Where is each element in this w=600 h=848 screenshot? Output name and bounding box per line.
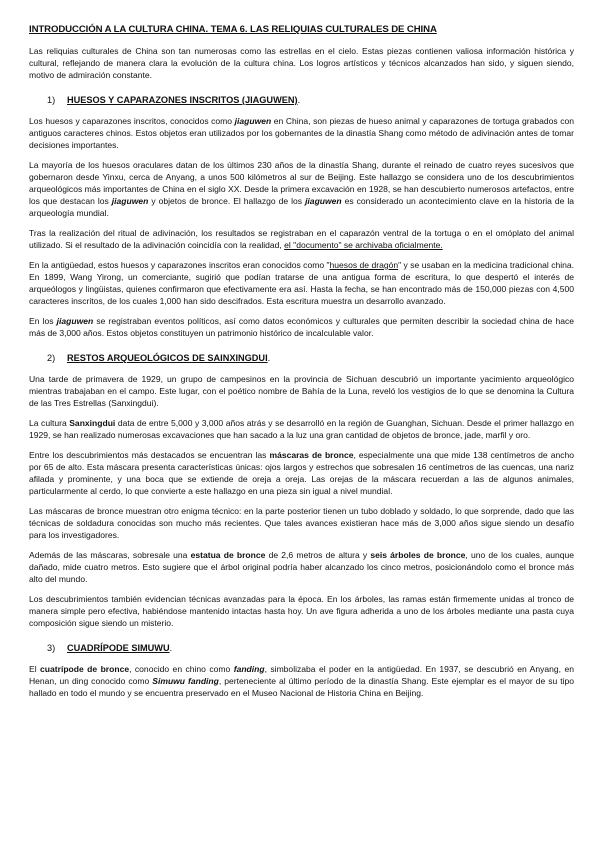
bold-term: cuatrípode de bronce — [40, 664, 130, 674]
intro-paragraph: Las reliquias culturales de China son tan numerosas como las estrellas en el cielo. Estas piezas contienen valiosa información histórica y cultural, reflejando de manera clara la evolución de la cultura china. Los logros artísticos y técnicos alcanzados han sido, y siguen siendo, motivo de admiración constante. — [29, 46, 574, 80]
text: En la antigüedad, estos huesos y caparazones inscritos eran conocidos como " — [29, 260, 330, 270]
section-number: 1) — [47, 95, 56, 105]
paragraph — [29, 159, 574, 219]
section-title-end: . — [169, 643, 173, 653]
text: es considerado un acontecimiento clave en la historia de la arqueología mundial. — [29, 196, 575, 218]
text: en China, son piezas de hueso animal y caparazones de tortuga grabados con antiguos caracteres chinos. Estos objetos eran utilizados por los gobernantes de la dinastía Shang como método de adivinación antes de tomar decisiones importantes. — [29, 116, 574, 150]
text: La mayoría de los huesos oraculares datan de los últimos 230 años de la dinastía Shang, durante el reinado de cuatro reyes sucesivos que gobernaron desde Yinxu, cerca de Anyang, a unos 500 kilómetros al sur de Beijing. Este hallazgo se considera uno de los descubrimientos arqueológicos más importantes de China en el siglo XX. Desde la primera excavación en 1928, se han descubierto numerosos artefactos, entre los que destacan los — [29, 160, 574, 206]
bold-term: estatua de bronce — [190, 550, 266, 560]
paragraph: Las máscaras de bronce muestran otro enigma técnico: en la parte posterior tienen un tubo doblado y soldado, lo que sorprende, dado que las técnicas de soldadura conocidas son mucho más recientes. Que tales avances existieran hace más de 3,000 años sigue siendo un desafío para los investigadores. — [29, 506, 574, 540]
text: " y se usaban en la medicina tradicional china. En 1899, Wang Yirong, un comerciante, sugirió que podían tratarse de una antigua forma de escritura, lo que despertó el interés de arqueólogos y lingüistas, quienes confirmaron que efectivamente era así. Hasta la fecha, se han encontrado más de 150,000 piezas con 4,500 caracteres inscritos, de los cuales 1,000 han sido descifrados. Esta escritura muestra un desarrollo avanzado. — [29, 260, 575, 306]
section-2-heading — [47, 353, 574, 363]
text: El — [29, 664, 41, 674]
paragraph — [29, 259, 574, 307]
bold-term: máscaras de bronce — [269, 450, 354, 460]
section-number: 2) — [47, 353, 56, 363]
text: , perteneciente al último período de la dinastía Shang. Este ejemplar es el mayor de su tipo hallado en todo el mundo y se encuentra preservado en el Museo Nacional de Historia China en Beijing. — [29, 676, 575, 698]
paragraph — [29, 449, 574, 497]
paragraph — [29, 227, 574, 251]
text: Además de las máscaras, sobresale una — [29, 550, 191, 560]
term-jiaguwen: jiaguwen — [305, 196, 342, 206]
text: se registraban eventos políticos, así como datos económicos y culturales que permiten describir la sociedad china de hace más de 3,000 años. Estos objetos constituyen un patrimonio histórico de incalculable valor. — [29, 316, 574, 338]
section-title: HUESOS Y CAPARAZONES INSCRITOS (JIAGUWEN) — [67, 95, 298, 105]
text: , conocido en chino como — [129, 664, 234, 674]
text: data de entre 5,000 y 3,000 años atrás y se desarrolló en la región de Guanghan, Sichuan. Desde el primer hallazgo en 1929, se han realizado numerosas excavaciones que han sacado a la luz una gran cantidad de objetos de bronce, jade, marfil y oro. — [29, 418, 574, 440]
document-title: INTRODUCCIÓN A LA CULTURA CHINA. TEMA 6. LAS RELIQUIAS CULTURALES DE CHINA — [29, 24, 437, 35]
paragraph — [29, 549, 574, 585]
text: de 2,6 metros de altura y — [265, 550, 371, 560]
text: Tras la realización del ritual de adivinación, los resultados se registraban en el caparazón ventral de la tortuga o en el omóplato del animal utilizado. Si el resultado de la adivinación coincidía con la realidad, — [29, 228, 574, 250]
paragraph — [29, 115, 574, 151]
document-page — [29, 24, 574, 707]
bold-term: seis árboles de bronce — [370, 550, 466, 560]
text: Entre los descubrimientos más destacados se encuentran las — [29, 450, 270, 460]
underlined-text: huesos de dragón — [329, 260, 399, 270]
paragraph — [29, 315, 574, 339]
section-1-heading — [47, 95, 574, 105]
term-simuwu-fanding: Simuwu fanding — [152, 676, 219, 686]
section-title: RESTOS ARQUEOLÓGICOS DE SAINXINGDUI — [67, 353, 268, 363]
term-jiaguwen: jiaguwen — [111, 196, 149, 206]
bold-term: Sanxingdui — [69, 418, 116, 428]
underlined-text: el "documento" se archivaba oficialmente. — [284, 240, 443, 250]
section-title: CUADRÍPODE SIMUWU — [67, 643, 170, 653]
text: , uno de los cuales, aunque dañado, mide cuatro metros. Esto sugiere que el árbol original podría haber alcanzado los cinco metros, posicionándolo como el bronce más alto del mundo. — [29, 550, 574, 584]
paragraph — [29, 663, 574, 699]
term-jiaguwen: jiaguwen — [56, 316, 94, 326]
section-number: 3) — [47, 643, 56, 653]
section-3-heading — [47, 643, 574, 653]
term-jiaguwen: jiaguwen — [234, 116, 272, 126]
text: Los huesos y caparazones inscritos, conocidos como — [29, 116, 235, 126]
text: En los — [29, 316, 57, 326]
term-fanding: fanding — [233, 664, 265, 674]
paragraph: Los descubrimientos también evidencian técnicas avanzadas para la época. En los árboles, las ramas están firmemente unidas al tronco de manera simple pero efectiva, habiéndose mantenido intactas hasta hoy. Un ave figura adherida a uno de los árboles mediante una pasta cuya composición sigue siendo un misterio. — [29, 594, 574, 628]
text: , simbolizaba el poder en la antigüedad. En 1937, se descubrió en Anyang, en Henan, un ding conocido como — [29, 664, 574, 686]
text: La cultura — [29, 418, 70, 428]
text: , especialmente una que mide 138 centímetros de ancho por 65 de alto. Esta máscara presenta características únicas: ojos largos y estrechos que sobresalen 16 centímetros de las cuencas, una nariz afilada y prominente, y una boca que se extiende de oreja a oreja. Las orejas de la máscara recuerdan a las de algunos animales, particularmente al cerdo, lo que convierte a este hallazgo en una pieza sin igual a nivel mundial. — [29, 450, 575, 496]
paragraph — [29, 417, 574, 441]
text: y objetos de bronce. El hallazgo de los — [148, 196, 306, 206]
section-title-end: . — [267, 353, 271, 363]
section-title-end: . — [297, 95, 301, 105]
paragraph: Una tarde de primavera de 1929, un grupo de campesinos en la provincia de Sichuan descubrió un importante yacimiento arqueológico mientras trabajaban en el campo. Este lugar, con el poético nombre de Bahía de la Luna, reveló los vestigios de lo que se denomina la Cultura de las Tres Estrellas (Sanxingdui). — [29, 374, 574, 408]
